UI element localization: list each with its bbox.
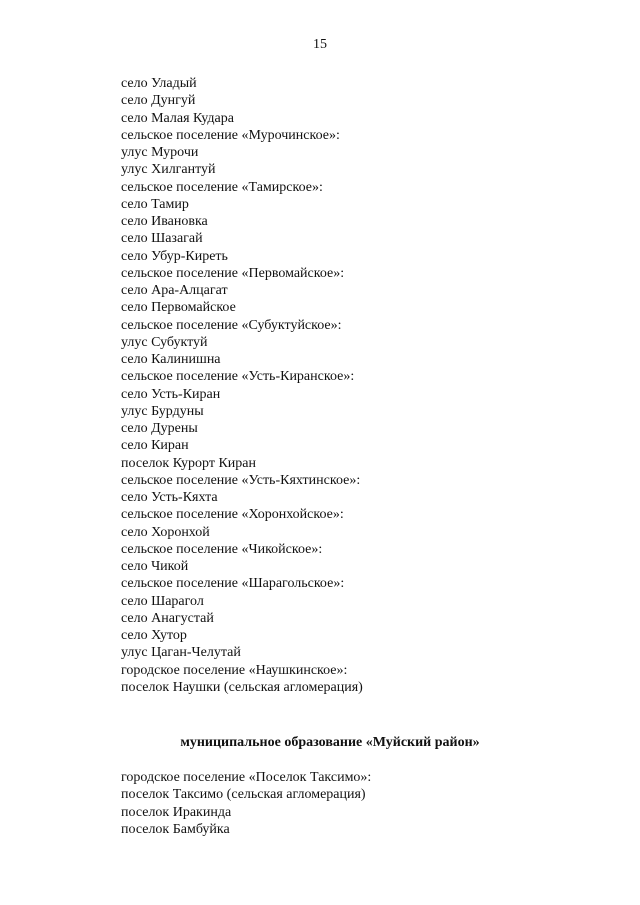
list-item: село Ара-Алцагат — [121, 283, 228, 298]
list-item: село Ивановка — [121, 214, 208, 229]
list-item: село Тамир — [121, 196, 189, 212]
list-item: село Анагустай — [121, 610, 214, 626]
list-item: село Малая Кудара — [121, 110, 234, 126]
list-item: поселок Курорт Киран — [121, 455, 256, 471]
list-item: сельское поселение «Тамирское»: — [121, 179, 323, 195]
list-item: село Киран — [121, 438, 189, 454]
list-item: сельское поселение «Мурочинское»: — [121, 127, 340, 143]
list-item: поселок Наушки (сельская агломерация) — [121, 679, 363, 695]
list-item: поселок Бамбуйка — [121, 821, 230, 837]
list-item: сельское поселение «Усть-Киранское»: — [121, 369, 355, 385]
list-item: сельское поселение «Усть-Кяхтинское»: — [121, 472, 361, 488]
list-item: село Хоронхой — [121, 524, 210, 540]
list-item: село Шарагол — [121, 593, 204, 609]
list-item: улус Субуктуй — [121, 334, 208, 350]
list-item: поселок Таксимо (сельская агломерация) — [121, 787, 366, 803]
list-item: сельское поселение «Чикойское»: — [121, 541, 323, 557]
list-item: поселок Иракинда — [121, 804, 232, 820]
list-item: сельское поселение «Шарагольское»: — [121, 576, 345, 592]
list-item: село Усть-Кяхта — [121, 490, 218, 505]
list-item: улус Хилгантуй — [121, 162, 216, 178]
section-heading: муниципальное образование «Муйский район» — [180, 735, 480, 750]
list-item: улус Бурдуны — [121, 403, 204, 419]
page-number: 15 — [313, 37, 327, 52]
list-item: сельское поселение «Хоронхойское»: — [121, 507, 344, 523]
list-item: село Хутор — [121, 628, 187, 643]
list-item: село Шазагай — [121, 231, 203, 247]
list-item: село Усть-Киран — [121, 386, 221, 402]
list-item: село Калинишна — [121, 352, 221, 367]
list-item: село Убур-Киреть — [121, 248, 228, 264]
list-item: село Чикой — [121, 559, 189, 574]
list-item: село Уладый — [121, 76, 197, 91]
list-item: городское поселение «Наушкинское»: — [121, 662, 348, 678]
list-item: сельское поселение «Субуктуйское»: — [121, 317, 342, 333]
list-item: село Первомайское — [121, 300, 236, 316]
list-item: село Дурены — [121, 421, 198, 436]
settlement-list-2 — [121, 769, 371, 838]
list-item: улус Цаган-Челутай — [121, 645, 241, 661]
list-item: село Дунгуй — [121, 93, 196, 109]
list-item: городское поселение «Поселок Таксимо»: — [121, 770, 372, 785]
list-item: улус Мурочи — [121, 145, 199, 160]
list-item: сельское поселение «Первомайское»: — [121, 265, 345, 281]
settlement-list-1 — [121, 75, 363, 696]
